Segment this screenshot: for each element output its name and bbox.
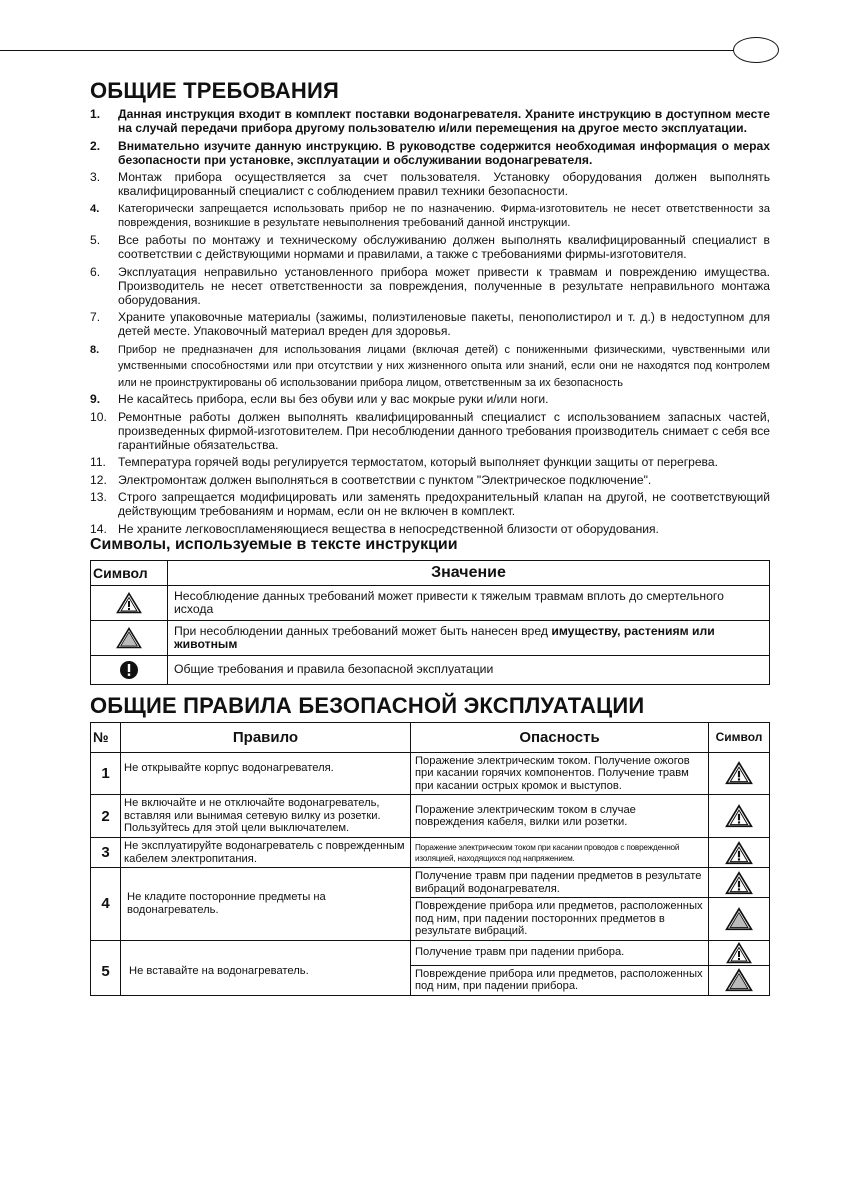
table-row: [91, 752, 770, 795]
col-rule-header: Правило: [121, 722, 411, 752]
rule-cell: Не кладите посторонние предметы на водонагреватель.: [121, 868, 411, 941]
rule-number: 5: [91, 940, 121, 995]
item-number: 7.: [90, 310, 101, 324]
danger-cell: Поражение электрическим током при касании проводов с поврежденной изоляцией, находящихся под напряжением.: [411, 838, 709, 868]
danger-cell: Поражение электрическим током в случае повреждения кабеля, вилки или розетки.: [411, 795, 709, 838]
list-item: [90, 490, 770, 518]
general-title: ОБЩИЕ ТРЕБОВАНИЯ: [90, 78, 340, 103]
table-row: [91, 868, 770, 898]
danger-cell: Повреждение прибора или предметов, расположенных под ним, при падении посторонних предметов в результате вибраций.: [411, 898, 709, 941]
danger-cell: Получение травм при падении прибора.: [411, 940, 709, 965]
rule-number: 3: [91, 838, 121, 868]
item-number: 11.: [90, 455, 106, 469]
rule-number: 4: [91, 868, 121, 941]
col-danger-header: Опасность: [411, 722, 709, 752]
rule-cell: Не эксплуатируйте водонагреватель с поврежденным кабелем электропитания.: [121, 838, 411, 868]
table-row: [91, 838, 770, 868]
symbol-cell: [91, 655, 168, 684]
rule-number: 2: [91, 795, 121, 838]
item-number: 3.: [90, 170, 101, 184]
list-item: [90, 107, 770, 135]
table-header-row: [91, 560, 770, 585]
symbol-cell: [709, 898, 770, 941]
warning-exclamation-icon: [710, 841, 768, 865]
list-item: [90, 473, 770, 487]
list-item: [90, 392, 770, 406]
symbol-cell: [709, 838, 770, 868]
warning-exclamation-icon: [710, 804, 768, 828]
table-header-row: [91, 722, 770, 752]
warning-triangle-icon: [92, 627, 166, 649]
item-text: Категорически запрещается использовать прибор не по назначению. Фирма-изготовитель не несет ответственности за повреждения, возникшие в результате невыполнения требований данной инструкции.: [118, 202, 770, 229]
item-number: 6.: [90, 264, 101, 279]
symbol-cell: [709, 940, 770, 965]
list-item: [90, 170, 770, 198]
warning-exclamation-icon: [710, 942, 768, 964]
circle-exclamation-icon: [92, 660, 166, 680]
warning-exclamation-icon: [710, 871, 768, 895]
rule-cell: Не открывайте корпус водонагревателя.: [121, 752, 411, 795]
item-text: Все работы по монтажу и техническому обслуживанию должен выполнять квалифицированный специалист в соответствии с действующими нормами и правилами, а также с требованиями фирмы-изготовителя.: [118, 233, 770, 261]
item-number: 5.: [90, 233, 101, 247]
item-text: Монтаж прибора осуществляется за счет пользователя. Установку оборудования должен выполнять квалифицированный специалист с соблюдением правил техники безопасности.: [118, 170, 770, 198]
meaning-bold-text: имуществу, растениям или животным: [174, 623, 715, 651]
meaning-cell: Несоблюдение данных требований может привести к тяжелым травмам вплоть до смертельного исхода: [168, 585, 770, 620]
item-text: Температура горячей воды регулируется термостатом, который выполняет функции защиты от перегрева.: [118, 455, 718, 469]
item-text: Не храните легковоспламеняющиеся вещества в непосредственной близости от оборудования.: [118, 521, 659, 536]
safety-title: ОБЩИЕ ПРАВИЛА БЕЗОПАСНОЙ ЭКСПЛУАТАЦИИ: [90, 692, 645, 718]
item-text: Прибор не предназначен для использования лицами (включая детей) с пониженными физическими, чувственными или умственными способностями или при отсутствии у них жизненного опыта или знаний, если они не находятся под контролем или не проинструктированы об использовании прибора лицом, ответственным за их безопасность: [118, 343, 770, 389]
page-content: [90, 78, 770, 996]
rule-number: 1: [91, 752, 121, 795]
requirements-list: [90, 107, 770, 536]
warning-exclamation-icon: [92, 592, 166, 614]
item-number: 10.: [90, 409, 107, 424]
item-number: 9.: [90, 392, 101, 406]
danger-cell: Поражение электрическим током. Получение ожогов при касании горячих компонентов. Получение травм при касании острых кромок и выступов.: [411, 752, 709, 795]
list-item: [90, 522, 770, 536]
col-no-header: №: [91, 722, 121, 752]
rule-cell: Не включайте и не отключайте водонагреватель, вставляя или вынимая сетевую вилку из розетки. Пользуйтесь для этой цели выключателем.: [121, 795, 411, 838]
warning-triangle-icon: [710, 907, 768, 931]
safety-rules-table: [90, 722, 770, 996]
list-item: [90, 202, 770, 230]
symbols-title: Символы, используемые в тексте инструкции: [90, 535, 458, 553]
list-item: [90, 342, 770, 392]
header-rule: [0, 50, 735, 51]
list-item: [90, 410, 770, 452]
meaning-cell: Общие требования и правила безопасной эксплуатации: [168, 655, 770, 684]
item-text: Эксплуатация неправильно установленного прибора может привести к травмам и повреждению имущества. Производитель не несет ответственности за повреждения, полученные в результате неправильного монтажа оборудования.: [118, 264, 770, 307]
symbol-cell: [709, 752, 770, 795]
col-symbol-header: Символ: [91, 560, 168, 585]
table-row: [91, 620, 770, 655]
table-row: [91, 795, 770, 838]
list-item: [90, 233, 770, 261]
page-number-oval: [733, 37, 779, 63]
danger-cell: Повреждение прибора или предметов, расположенных под ним, при падении прибора.: [411, 965, 709, 995]
meaning-cell: [168, 620, 770, 655]
list-item: [90, 310, 770, 338]
danger-cell: Получение травм при падении предметов в результате вибраций водонагревателя.: [411, 868, 709, 898]
list-item: [90, 265, 770, 307]
item-number: 4.: [90, 202, 100, 215]
table-row: [91, 655, 770, 684]
symbol-cell: [709, 795, 770, 838]
col-symbol-header: Символ: [709, 722, 770, 752]
item-text: Не касайтесь прибора, если вы без обуви или у вас мокрые руки и/или ноги.: [118, 392, 549, 406]
symbol-cell: [91, 620, 168, 655]
item-number: 2.: [90, 138, 101, 153]
item-text: Храните упаковочные материалы (зажимы, полиэтиленовые пакеты, пенополистирол и т. д.) в недоступном для детей месте. Упаковочный материал вреден для здоровья.: [118, 310, 770, 338]
item-number: 1.: [90, 107, 101, 121]
item-number: 14.: [90, 521, 107, 536]
symbol-cell: [709, 965, 770, 995]
item-number: 12.: [90, 472, 107, 487]
warning-triangle-icon: [710, 968, 768, 992]
meaning-text: При несоблюдении данных требований может быть нанесен вред: [174, 623, 552, 638]
list-item: [90, 455, 770, 469]
col-meaning-header: Значение: [168, 560, 770, 585]
table-row: [91, 585, 770, 620]
item-text: Ремонтные работы должен выполнять квалифицированный специалист с использованием запасных частей, произведенных фирмой-изготовителем. При несоблюдении данного требования производитель снимает с себя все гарантийные обязательства.: [118, 409, 770, 452]
item-text: Внимательно изучите данную инструкцию. В руководстве содержится необходимая информация о мерах безопасности при установке, эксплуатации и обслуживании водонагревателя.: [118, 138, 770, 167]
symbols-table: [90, 560, 770, 685]
item-text: Данная инструкция входит в комплект поставки водонагревателя. Храните инструкцию в доступном месте на случай передачи прибора другому пользователю и/или перемещения на другое место эксплуатации.: [118, 107, 770, 135]
symbol-cell: [91, 585, 168, 620]
item-text: Строго запрещается модифицировать или заменять предохранительный клапан на другой, не соответствующий действующим требованиям и нормам, если он не включен в комплект.: [118, 490, 770, 518]
item-number: 13.: [90, 490, 107, 504]
item-text: Электромонтаж должен выполняться в соответствии с пунктом "Электрическое подключение".: [118, 472, 652, 487]
warning-exclamation-icon: [710, 761, 768, 785]
rule-cell: Не вставайте на водонагреватель.: [121, 940, 411, 995]
item-number: 8.: [90, 343, 100, 356]
table-row: [91, 940, 770, 965]
list-item: [90, 139, 770, 167]
symbol-cell: [709, 868, 770, 898]
